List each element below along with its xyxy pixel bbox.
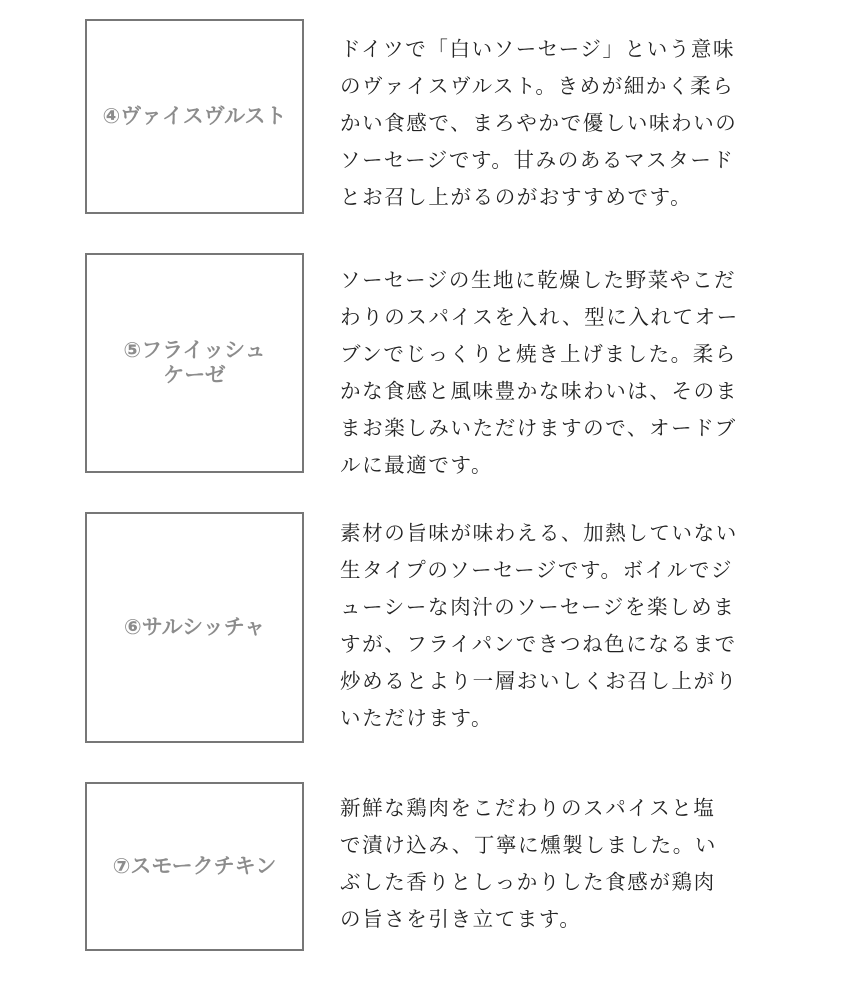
- product-name: ④ヴァイスヴルスト: [102, 104, 287, 128]
- product-description: 新鮮な鶏肉をこだわりのスパイスと塩 で漬け込み、丁寧に燻製しました。い ぶした香りとしっかりした食感が鶏肉 の旨さを引き立てます。: [340, 796, 717, 931]
- product-description: 素材の旨味が味わえる、加熱していない 生タイプのソーセージです。ボイルでジ ューシーな肉汁のソーセージを楽しめま すが、フライパンできつね色になるまで 炒めるとより一層おいしくお召し上がり いただけます。: [340, 521, 738, 730]
- product-image-placeholder: [85, 782, 304, 951]
- product-name: ⑥サルシッチャ: [123, 615, 266, 639]
- product-image-placeholder: [85, 253, 304, 473]
- product-description: ドイツで「白いソーセージ」という意味 のヴァイスヴルスト。きめが細かく柔ら かい食感で、まろやかで優しい味わいの ソーセージです。甘みのあるマスタード とお召し上がるのがおすすめです。: [340, 37, 738, 209]
- product-image-placeholder: [85, 19, 304, 214]
- product-name: ⑦スモークチキン: [112, 854, 277, 878]
- product-description: ソーセージの生地に乾燥した野菜やこだ わりのスパイスを入れ、型に入れてオー ブンでじっくりと焼き上げました。柔ら かな食感と風味豊かな味わいは、そのま まお楽しみいただけますので、オードブ ルに最適です。: [340, 268, 739, 477]
- product-image-placeholder: [85, 512, 304, 743]
- product-name: ⑤フライッシュ ケーゼ: [123, 338, 266, 387]
